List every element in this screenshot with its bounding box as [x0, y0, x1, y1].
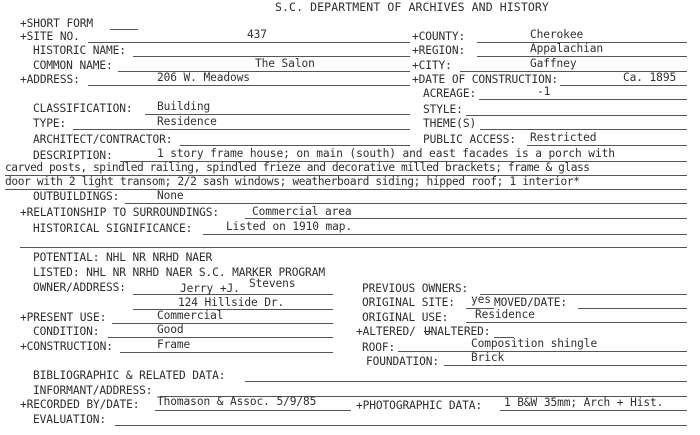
original-use-value: Residence [475, 308, 535, 321]
date-of-construction-line [560, 85, 687, 86]
condition-value: Good [157, 323, 184, 336]
foundation-value: Brick [471, 351, 505, 364]
short-form-label: +SHORT FORM [20, 17, 93, 30]
owner-address-label: OWNER/ADDRESS: [33, 281, 126, 294]
outbuildings-line [125, 203, 687, 204]
description-line-1: 1 story frame house; on main (south) and east facades is a porch with [157, 147, 615, 160]
short-form-line [110, 29, 138, 30]
historical-significance-label: HISTORICAL SIGNIFICANCE: [33, 222, 193, 235]
blank-rule [20, 247, 687, 248]
owner-address-line [133, 294, 333, 295]
relationship-value: Commercial area [252, 205, 352, 218]
original-use-label: ORIGINAL USE: [362, 311, 449, 324]
photographic-value: 1 B&W 35mm; Arch + Hist. [504, 396, 664, 409]
public-access-line [527, 145, 687, 146]
classification-label: CLASSIFICATION: [33, 102, 133, 115]
photographic-label: +PHOTOGRAPHIC DATA: [356, 399, 483, 412]
acreage-label: ACREAGE: [423, 87, 477, 100]
original-use-line [466, 322, 687, 323]
region-value: Appalachian [530, 42, 603, 55]
city-value: Gaffney [530, 57, 577, 70]
condition-label: CONDITION: [33, 325, 100, 338]
relationship-label: +RELATIONSHIP TO SURROUNDINGS: [20, 206, 220, 219]
address-line [88, 85, 410, 86]
description-label: DESCRIPTION: [33, 149, 113, 162]
altered-label: +ALTERED/ [356, 325, 416, 338]
photographic-line [500, 410, 687, 411]
original-site-label: ORIGINAL SITE: [362, 296, 455, 309]
region-label: +REGION: [412, 44, 466, 57]
foundation-label: FOUNDATION: [366, 355, 439, 368]
region-line [477, 56, 687, 57]
previous-owners-label: PREVIOUS OWNERS: [362, 282, 469, 295]
type-label: TYPE: [33, 117, 67, 130]
county-label: +COUNTY: [412, 30, 466, 43]
evaluation-label: EVALUATION: [33, 413, 106, 426]
recorded-by-line [155, 410, 351, 411]
form-header: S.C. DEPARTMENT OF ARCHIVES AND HISTORY [275, 0, 549, 14]
present-use-line [112, 323, 333, 324]
potential-label: POTENTIAL: NHL NR NRHD NAER [33, 251, 213, 264]
informant-label: INFORMANT/ADDRESS: [33, 384, 153, 397]
recorded-by-value: Thomason & Assoc. 5/9/85 [157, 395, 317, 408]
site-no-line [88, 42, 410, 43]
construction-value: Frame [157, 338, 191, 351]
roof-value: Composition shingle [471, 337, 598, 350]
condition-line [108, 337, 333, 338]
type-line [73, 129, 410, 130]
unaltered-strike [424, 331, 432, 332]
listed-label: LISTED: NHL NR NRHD NAER S.C. MARKER PROGRAM [33, 266, 325, 279]
description-line-3: door with 2 light transom; 2/2 sash windows; weatherboard siding; hipped roof; 1 interior* [5, 175, 580, 188]
bibliographic-line [245, 381, 687, 382]
historical-significance-line [203, 234, 687, 235]
moved-date-line [578, 308, 687, 309]
acreage-value: -1 [537, 85, 551, 98]
county-value: Cherokee [530, 28, 584, 41]
theme-label: THEME(S) [423, 117, 477, 130]
common-name-value: The Salon [255, 57, 315, 70]
architect-label: ARCHITECT/CONTRACTOR: [33, 133, 173, 146]
site-no-value: 437 [247, 28, 267, 41]
historic-name-label: HISTORIC NAME: [33, 44, 126, 57]
owner-surname-value: Stevens [249, 277, 296, 290]
construction-line [120, 352, 333, 353]
outbuildings-label: OUTBUILDINGS: [33, 190, 120, 203]
bibliographic-label: BIBLIOGRAPHIC & RELATED DATA: [33, 369, 226, 382]
address-label: +ADDRESS: [20, 73, 80, 86]
classification-value: Building [157, 100, 211, 113]
acreage-line [479, 99, 687, 100]
style-label: STYLE: [423, 103, 463, 116]
historical-significance-value: Listed on 1910 map. [226, 220, 353, 233]
site-no-label: +SITE NO. [20, 30, 80, 43]
theme-line [480, 129, 687, 130]
present-use-value: Commercial [157, 309, 224, 322]
unaltered-label: UNALTERED: [424, 325, 491, 338]
date-of-construction-value: Ca. 1895 [623, 71, 677, 84]
address-value: 206 W. Meadows [157, 71, 250, 84]
roof-line [398, 351, 687, 352]
foundation-line [444, 365, 687, 366]
moved-date-label: MOVED/DATE: [494, 296, 567, 309]
evaluation-line [115, 425, 687, 426]
common-name-label: COMMON NAME: [33, 59, 113, 72]
recorded-by-label: +RECORDED BY/DATE: [20, 398, 140, 411]
description-line-2: carved posts, spindled railing, spindled frieze and decorative milled brackets; frame & glass [5, 161, 590, 174]
outbuildings-value: None [157, 189, 184, 202]
architect-line [180, 145, 410, 146]
construction-label: +CONSTRUCTION: [20, 340, 113, 353]
type-value: Residence [157, 115, 217, 128]
public-access-value: Restricted [530, 131, 597, 144]
owner-name-value: Jerry +J. [180, 282, 240, 295]
original-site-value: yes [471, 293, 491, 306]
roof-label: ROOF: [362, 341, 396, 354]
present-use-label: +PRESENT USE: [20, 311, 107, 324]
previous-owners-line [480, 294, 687, 295]
public-access-label: PUBLIC ACCESS: [423, 133, 516, 146]
owner-street-value: 124 Hillside Dr. [178, 296, 285, 309]
relationship-line [245, 218, 687, 219]
style-line [466, 115, 687, 116]
date-of-construction-label: +DATE OF CONSTRUCTION: [412, 73, 558, 86]
city-label: +CITY: [412, 59, 452, 72]
